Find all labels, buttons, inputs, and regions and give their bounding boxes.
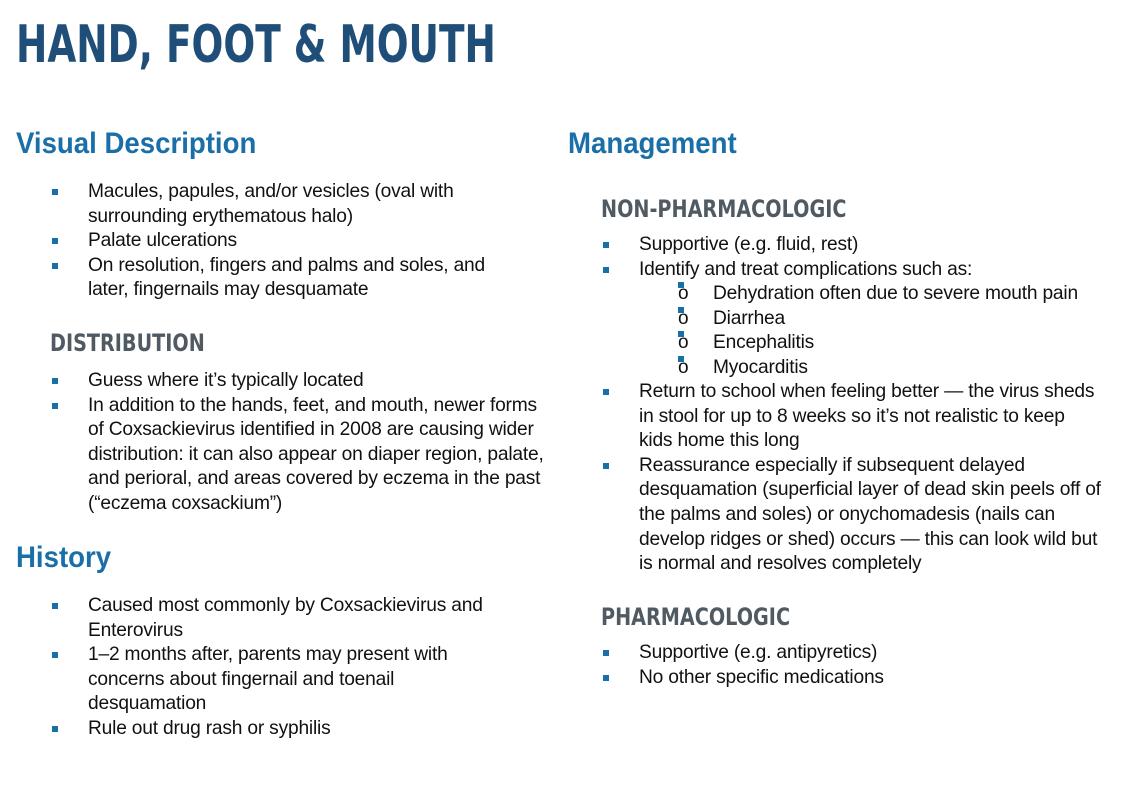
distribution-list (50, 369, 550, 517)
list-item: Guess where it’s typically located (50, 369, 550, 394)
history-heading: History (16, 541, 112, 574)
complication-item: o Myocarditis (601, 356, 1101, 381)
list-item-text: Identify and treat complications such as: (639, 258, 973, 280)
list-item: 1–2 months after, parents may present with concerns about fingernail and toenail desquamation (50, 643, 505, 717)
non-pharmacologic-heading: NON-PHARMACOLOGIC (601, 195, 847, 223)
list-item: Rule out drug rash or syphilis (50, 717, 505, 742)
list-item: Supportive (e.g. fluid, rest) (601, 233, 1101, 258)
page-title: HAND, FOOT & MOUTH (16, 15, 496, 75)
list-item: Caused most commonly by Coxsackievirus and Enterovirus (50, 594, 505, 643)
non-pharmacologic-list-continued (601, 380, 1101, 577)
list-item: Supportive (e.g. antipyretics) (601, 641, 1101, 666)
list-item: No other specific medications (601, 666, 1101, 691)
management-heading: Management (568, 127, 737, 160)
list-item: Palate ulcerations (50, 229, 510, 254)
list-item: Return to school when feeling better — the virus sheds in stool for up to 8 weeks so it’s not realistic to keep kids home this long (601, 380, 1101, 454)
list-item: On resolution, fingers and palms and soles, and later, fingernails may desquamate (50, 254, 510, 303)
history-list (50, 594, 505, 742)
visual-description-heading: Visual Description (16, 127, 257, 160)
list-item: In addition to the hands, feet, and mouth, newer forms of Coxsackievirus identified in 2008 are causing wider distribution: it can also appear on diaper region, palate, and perioral, and areas covered by eczema in the past (“eczema coxsackium”) (50, 394, 550, 517)
complications-list (601, 282, 1101, 380)
list-item: Macules, papules, and/or vesicles (oval with surrounding erythematous halo) (50, 180, 510, 229)
non-pharmacologic-list (601, 233, 1101, 282)
complication-item: o Encephalitis (601, 331, 1101, 356)
complication-item: o Dehydration often due to severe mouth pain (601, 282, 1101, 307)
visual-description-list (50, 180, 510, 303)
list-item (601, 258, 1101, 283)
complication-item: o Diarrhea (601, 307, 1101, 332)
list-item: Reassurance especially if subsequent delayed desquamation (superficial layer of dead skin peels off of the palms and soles) or onychomadesis (nails can develop ridges or shed) occurs — this can look wild but is normal and resolves completely (601, 454, 1101, 577)
distribution-heading: DISTRIBUTION (50, 329, 205, 357)
pharmacologic-heading: PHARMACOLOGIC (601, 603, 791, 631)
pharmacologic-list (601, 641, 1101, 690)
